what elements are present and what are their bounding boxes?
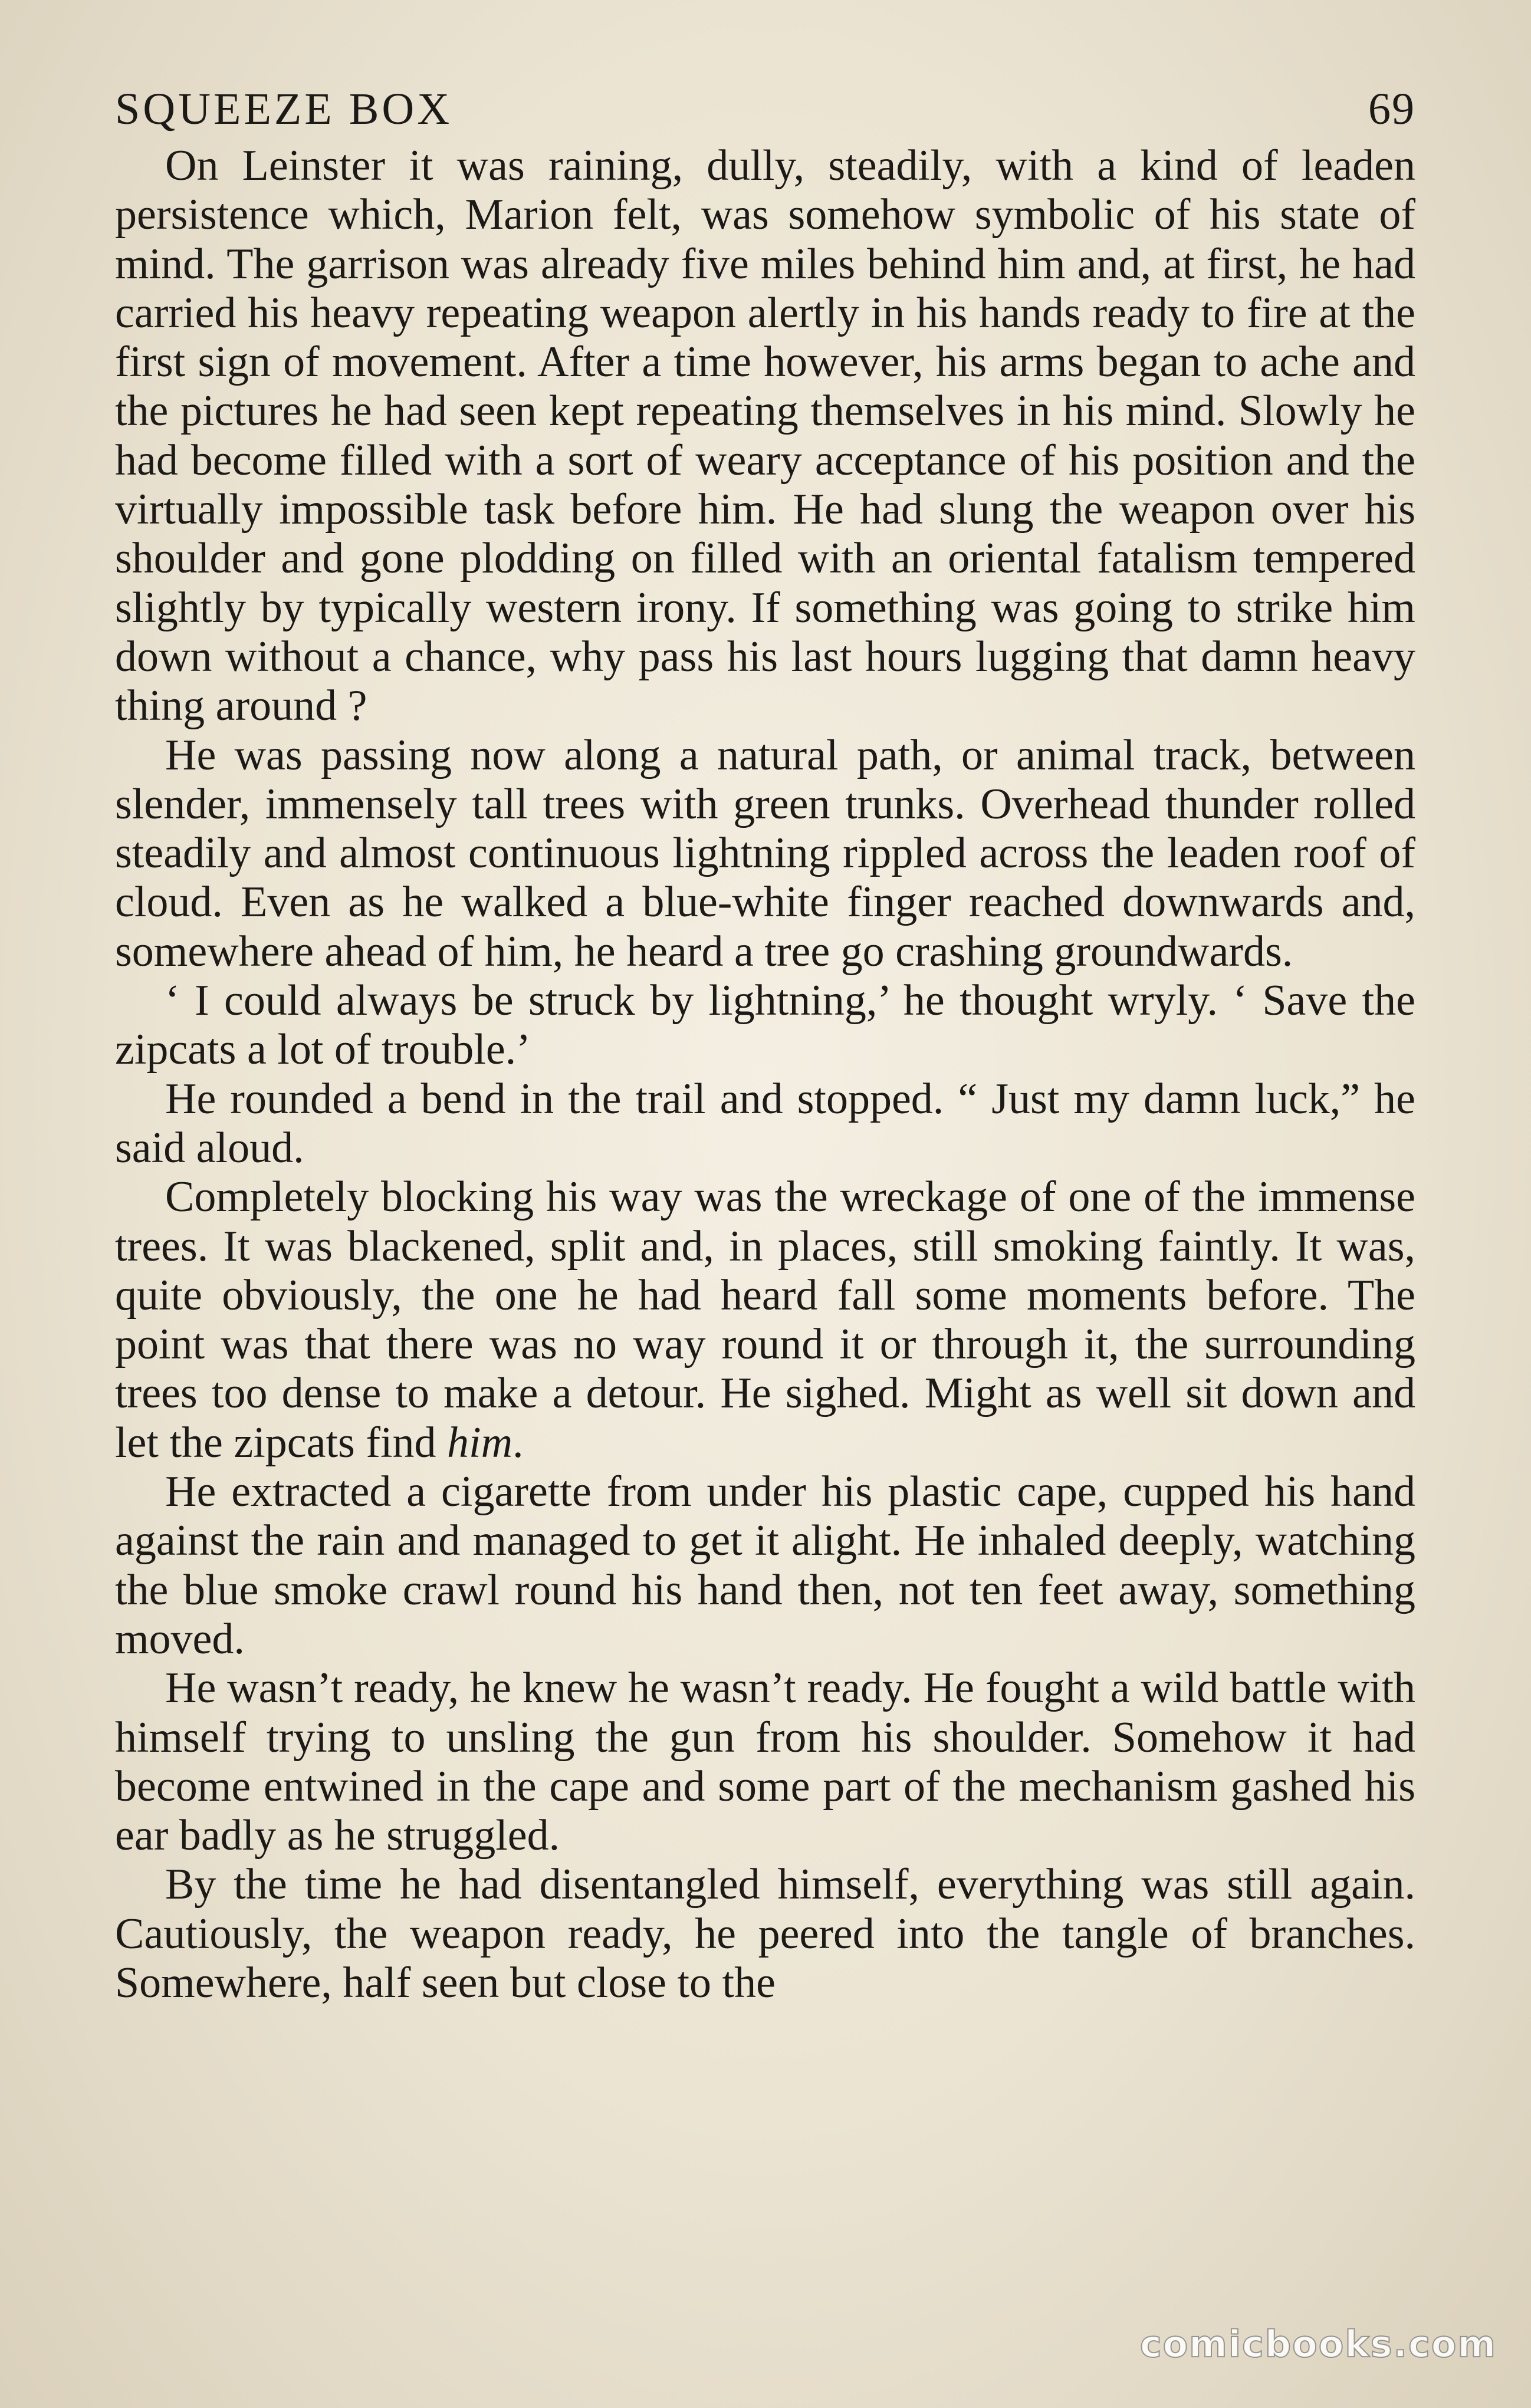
page-number: 69 <box>1368 84 1415 134</box>
paragraph-2: He was passing now along a natural path, or animal track, between slender, immensely tall trees with green trunks. Overhead thunder rolled steadily and almost continuous lightning rippled across the leaden roof of cloud. Even as he walked a blue-white finger reached downwards and, somewhere ahead of him, he heard a tree go crashing groundwards. <box>115 731 1415 976</box>
running-head <box>115 77 1415 142</box>
paragraph-3: ‘ I could always be struck by lightning,’ he thought wryly. ‘ Save the zipcats a lot of trouble.’ <box>115 976 1415 1074</box>
book-page <box>115 77 1415 2305</box>
paragraph-1: On Leinster it was raining, dully, steadily, with a kind of leaden persistence which, Marion felt, was somehow symbolic of his state of mind. The garrison was already five miles behind him and, at first, he had carried his heavy repeating weapon alertly in his hands ready to fire at the first sign of movement. After a time however, his arms began to ache and the pictures he had seen kept repeating themselves in his mind. Slowly he had become filled with a sort of weary acceptance of his position and the virtually impossible task before him. He had slung the weapon over his shoulder and gone plodding on filled with an oriental fatalism tempered slightly by typically western irony. If something was going to strike him down without a chance, why pass his last hours lugging that damn heavy thing around ? <box>115 142 1415 731</box>
watermark-logo: comicbooks.com <box>1139 2323 1497 2366</box>
paragraph-8: By the time he had disentangled himself, everything was still again. Cautiously, the weapon ready, he peered into the tangle of branches. Somewhere, half seen but close to the <box>115 1860 1415 2007</box>
body-text <box>115 142 1415 2008</box>
paragraph-5: Completely blocking his way was the wreckage of one of the immense trees. It was blackened, split and, in places, still smoking faintly. It was, quite obviously, the one he had heard fall some moments before. The point was that there was no way round it or through it, the surrounding trees too dense to make a detour. He sighed. Might as well sit down and let the zipcats find him. <box>115 1173 1415 1467</box>
paragraph-4: He rounded a bend in the trail and stopped. “ Just my damn luck,” he said aloud. <box>115 1074 1415 1172</box>
running-title: SQUEEZE BOX <box>115 84 453 134</box>
paragraph-6: He extracted a cigarette from under his plastic cape, cupped his hand against the rain and managed to get it alight. He inhaled deeply, watching the blue smoke crawl round his hand then, not ten feet away, something moved. <box>115 1468 1415 1663</box>
paragraph-7: He wasn’t ready, he knew he wasn’t ready. He fought a wild battle with himself trying to unsling the gun from his shoulder. Somehow it had become entwined in the cape and some part of the mechanism gashed his ear badly as he struggled. <box>115 1664 1415 1860</box>
emphasis-him: him <box>447 1418 513 1467</box>
